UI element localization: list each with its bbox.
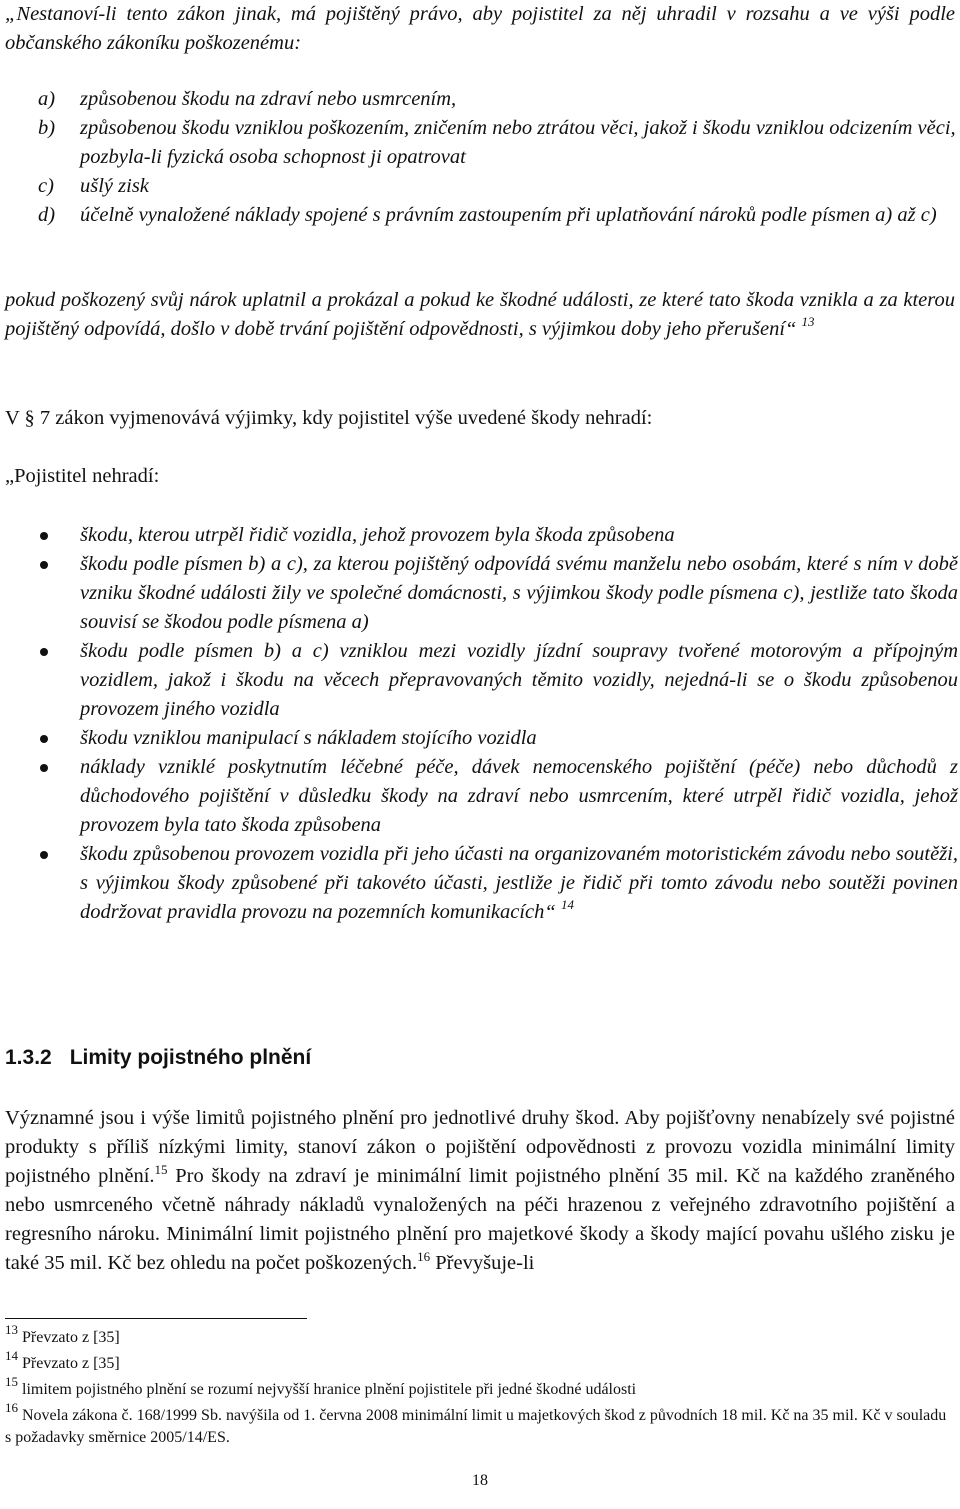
list-item: [38, 550, 958, 637]
bullet-icon: [38, 840, 80, 927]
exclusions-list: [38, 521, 958, 927]
footnote-number: 15: [5, 1374, 18, 1389]
conditions-close-quote: “: [785, 318, 797, 340]
list-item: [38, 753, 958, 840]
section7-paragraph: V § 7 zákon vyjmenovává výjimky, kdy pojistitel výše uvedené škody nehradí:: [5, 407, 653, 429]
intro-open-quote: „: [5, 3, 17, 25]
bullet-icon: [38, 521, 80, 550]
list-item: [38, 637, 958, 724]
list-item-text: účelně vynaložené náklady spojené s právním zastoupením při uplatňování nároků podle písmen a) až c): [80, 204, 937, 226]
intro-text: Nestanoví-li tento zákon jinak, má pojištěný právo, aby pojistitel za něj uhradil v rozsahu a ve výši podle občanského zákoníku poškozenému:: [5, 3, 955, 54]
footnote-ref-14: 14: [560, 897, 574, 912]
page-number: 18: [472, 1472, 488, 1489]
bullet-icon: [38, 550, 80, 637]
footnote-ref-15: 15: [154, 1162, 168, 1177]
damage-list: [38, 85, 958, 230]
footnote-divider: [5, 1318, 307, 1319]
list-item: [38, 840, 958, 927]
section-title: Limity pojistného plnění: [69, 1046, 312, 1069]
list-item-label: d): [38, 204, 56, 226]
footnote-15: [5, 1374, 955, 1401]
conditions-text: pokud poškozený svůj nárok uplatnil a prokázal a pokud ke škodné události, ze které tato škoda vznikla a za kterou pojištěný odpovídá, došlo v době trvání pojištění odpovědnosti, s výjimkou doby jeho přerušení: [5, 289, 955, 340]
list-item-text: škodu vzniklou manipulací s nákladem stojícího vozidla: [80, 727, 537, 749]
footnote-text: Převzato z [35]: [22, 1355, 120, 1372]
list-item-label: a): [38, 88, 56, 110]
footnote-16: [5, 1400, 955, 1449]
list-item: [38, 172, 958, 201]
intro-paragraph: [5, 0, 955, 58]
limits-text-part2: Pro škody na zdraví je minimální limit pojistného plnění 35 mil. Kč na každého zraněného nebo usmrceného včetně náhrady nákladů vynaložených na péči hrazenou z veřejného zdravotního pojištění a regresního nároku. Minimální limit pojistného plnění pro majetkové škody a škody mající povahu ušlého zisku je také 35 mil. Kč bez ohledu na počet poškozených.: [5, 1165, 955, 1274]
list-item-text: ušlý zisk: [80, 175, 149, 197]
limits-paragraph: [5, 1104, 955, 1278]
section-heading: [5, 1046, 311, 1070]
footnote-13: [5, 1322, 955, 1349]
list-item-text: škodu způsobenou provozem vozidla při jeho účasti na organizovaném motoristickém závodu nebo soutěži, s výjimkou škody způsobené při takovéto účasti, jestliže je řidič při tomto závodu nebo soutěži povinen dodržovat pravidla provozu na pozemních komunikacích: [80, 843, 958, 923]
footnote-ref-16: 16: [417, 1249, 431, 1264]
list-item: [38, 201, 958, 230]
list-item-text: škodu podle písmen b) a c), za kterou pojištěný odpovídá svému manželu nebo osobám, které s ním v době vzniku škodné události žily ve společné domácnosti, s výjimkou škody podle písmena c), jestliže tato škoda souvisí se škodou podle písmena a): [80, 553, 958, 633]
footnote-text: Novela zákona č. 168/1999 Sb. navýšila od 1. června 2008 minimální limit u majetkových škod z původních 18 mil. Kč na 35 mil. Kč v souladu s požadavky směrnice 2005/14/ES.: [5, 1407, 947, 1446]
footnote-ref-13: 13: [801, 314, 815, 329]
limits-text-part3: Převyšuje-li: [430, 1252, 535, 1274]
conditions-paragraph: [5, 286, 955, 344]
list-item-text: způsobenou škodu vzniklou poškozením, zničením nebo ztrátou věci, jakož i škodu vzniklou odcizením věci, pozbyla-li fyzická osoba schopnost ji opatrovat: [80, 117, 956, 168]
limits-text-part1: Významné jsou i výše limitů pojistného plnění pro jednotlivé druhy škod. Aby pojišťovny nenabízely své pojistné produkty s příliš nízkými limity, stanoví zákon o pojištění odpovědnosti z provozu vozidla minimální limity pojistného plnění.: [5, 1107, 955, 1187]
section-number: 1.3.2: [5, 1046, 52, 1069]
bullet-icon: [38, 637, 80, 724]
list-item-label: c): [38, 175, 54, 197]
list-item-label: b): [38, 117, 56, 139]
list-item-text: škodu, kterou utrpěl řidič vozidla, jehož provozem byla škoda způsobena: [80, 524, 675, 546]
bullet-icon: [38, 724, 80, 753]
list-item-text: způsobenou škodu na zdraví nebo usmrcením,: [80, 88, 457, 110]
footnote-text: limitem pojistného plnění se rozumí nejvyšší hranice plnění pojistitele při jedné škodné události: [22, 1381, 637, 1398]
footnote-number: 13: [5, 1322, 18, 1337]
list-item-text: škodu podle písmen b) a c) vzniklou mezi vozidly jízdní soupravy tvořené motorovým a přípojným vozidlem, jakož i škodu na věcech přepravovaných těmito vozidly, nejedná-li se o škodu způsobenou provozem jiného vozidla: [80, 640, 958, 720]
insurer-heading: „Pojistitel nehradí:: [5, 465, 160, 487]
list-item: [38, 114, 958, 172]
list-item: [38, 724, 958, 753]
exclusions-close-quote: “: [544, 901, 556, 923]
footnote-number: 14: [5, 1348, 18, 1363]
footnote-text: Převzato z [35]: [22, 1329, 120, 1346]
footnote-number: 16: [5, 1400, 18, 1415]
list-item: [38, 521, 958, 550]
footnote-14: [5, 1348, 955, 1375]
list-item: [38, 85, 958, 114]
bullet-icon: [38, 753, 80, 840]
list-item-text: náklady vzniklé poskytnutím léčebné péče, dávek nemocenského pojištění (péče) nebo důchodů z důchodového pojištění v důsledku škody na zdraví nebo usmrcením, které utrpěl řidič vozidla, jehož provozem byla tato škoda způsobena: [80, 756, 958, 836]
